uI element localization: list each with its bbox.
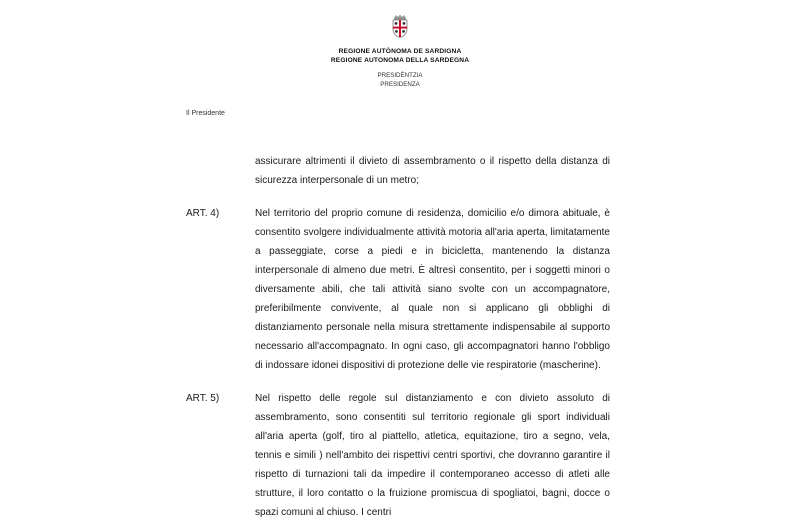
continuation-paragraph: assicurare altrimenti il divieto di assembramento o il rispetto della distanza di sicurezza interpersonale di un metro; xyxy=(255,156,610,186)
article-4 xyxy=(186,204,610,375)
article-text: Nel territorio del proprio comune di residenza, domicilio e/o dimora abituale, è consentito svolgere individualmente attività motoria all'aria aperta, limitatamente a passeggiate, corse a piedi e in bicicletta, mantenendo la distanza interpersonale di almeno due metri. È altresì consentito, per i soggetti minori o diversamente abili, che tali attività siano svolte con un accompagnatore, preferibilmente convivente, al quale non si applicano gli obblighi di distanziamento personale nella misura strettamente indispensabile al supporto necessario all'accompagnato. In ogni caso, gli accompagnatori hanno l'obbligo di indossare idonei dispositivi di protezione delle vie respiratorie (mascherine). xyxy=(255,208,610,371)
letterhead xyxy=(0,14,800,89)
office-name-sardinian: PRESIDÈNTZIA xyxy=(377,72,423,79)
article-text: Nel rispetto delle regole sul distanziamento e con divieto assoluto di assembramento, sono consentiti sul territorio regionale gli sport individuali all'aria aperta (golf, tiro al piattello, atletica, equitazione, tiro a segno, vela, tennis e simili ) nell'ambito dei rispettivi centri sportivi, che dovranno garantire il rispetto di turnazioni tali da impedire il contemporaneo accesso di atleti alle strutture, il loro contatto o la fruizione promiscua di spogliatoi, bagni, docce o spazi comuni al chiuso. I centri xyxy=(255,393,610,518)
sardinia-coat-of-arms-icon xyxy=(391,14,409,38)
region-name-sardinian: REGIONE AUTÒNOMA DE SARDIGNA xyxy=(338,48,462,55)
article-5 xyxy=(186,389,610,522)
office-name-italian: PRESIDENZA xyxy=(380,81,420,88)
article-number: ART. 4) xyxy=(186,208,220,219)
region-name-italian: REGIONE AUTONOMA DELLA SARDEGNA xyxy=(330,57,470,64)
author-label: Il Presidente xyxy=(186,110,225,117)
article-number: ART. 5) xyxy=(186,393,220,404)
document-body xyxy=(186,152,610,522)
